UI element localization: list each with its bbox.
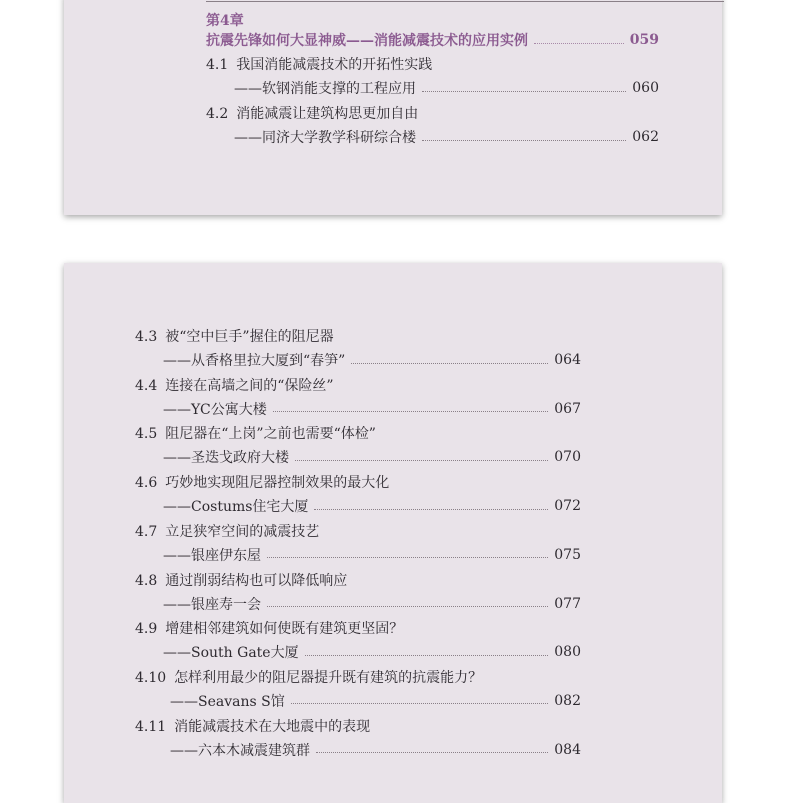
section-subtitle-entry[interactable]: [163, 642, 581, 662]
page-number: 070: [554, 449, 581, 466]
section-number: 4.8: [135, 572, 158, 589]
section-title: 立足狭窄空间的减震技艺: [165, 523, 320, 540]
section-heading[interactable]: [135, 667, 482, 687]
section-subtitle-entry[interactable]: [163, 545, 581, 565]
section-title: 连接在高墙之间的“保险丝”: [165, 377, 334, 394]
section-number: 4.10: [135, 669, 167, 686]
section-number: 4.4: [135, 377, 158, 394]
dot-leader: [267, 557, 548, 558]
section-subtitle: ——六本木减震建筑群: [170, 742, 310, 759]
dot-leader: [305, 655, 549, 656]
section-title: 通过削弱结构也可以降低响应: [165, 572, 348, 589]
page-number: 075: [554, 546, 581, 563]
section-subtitle: ——同济大学教学科研综合楼: [234, 130, 416, 146]
section-heading[interactable]: [206, 103, 418, 123]
section-heading[interactable]: [135, 716, 370, 736]
section-number: 4.6: [135, 475, 158, 492]
page-number: 072: [554, 498, 581, 515]
dot-leader: [295, 460, 548, 461]
section-number: 4.1: [206, 57, 229, 73]
section-subtitle-entry[interactable]: [163, 594, 581, 614]
dot-leader: [267, 606, 548, 607]
section-subtitle: ——银座伊东屋: [163, 547, 261, 564]
section-subtitle: ——Seavans S馆: [170, 693, 285, 710]
section-heading[interactable]: [135, 326, 334, 346]
dot-leader: [422, 140, 626, 141]
dot-leader: [534, 43, 624, 44]
section-title: 消能减震技术在大地震中的表现: [174, 718, 371, 735]
section-number: 4.11: [135, 718, 167, 735]
page-number: 084: [554, 741, 581, 758]
section-heading[interactable]: [135, 521, 319, 541]
toc-page-bottom: [64, 263, 722, 803]
divider-rule: [206, 1, 724, 2]
section-heading[interactable]: [135, 472, 389, 492]
section-heading[interactable]: [206, 54, 432, 74]
section-title: 阻尼器在“上岗”之前也需要“体检”: [165, 426, 376, 443]
section-subtitle: ——圣迭戈政府大楼: [163, 450, 289, 467]
section-title: 巧妙地实现阻尼器控制效果的最大化: [165, 475, 390, 492]
section-number: 4.9: [135, 621, 158, 638]
dot-leader: [314, 509, 548, 510]
page-number: 077: [554, 595, 581, 612]
dot-leader: [422, 91, 626, 92]
page-number: 060: [632, 80, 659, 96]
section-subtitle-entry[interactable]: [163, 350, 581, 370]
section-number: 4.3: [135, 329, 158, 345]
page-number: 067: [554, 400, 581, 417]
chapter-title: 抗震先锋如何大显神威——消能减震技术的应用实例: [206, 33, 528, 49]
section-title: 增建相邻建筑如何使既有建筑更坚固？: [165, 621, 404, 638]
section-number: 4.7: [135, 523, 158, 540]
section-subtitle: ——从香格里拉大厦到“春笋”: [163, 353, 346, 369]
page-number: 082: [554, 692, 581, 709]
section-title: 被“空中巨手”握住的阻尼器: [165, 329, 334, 345]
section-title: 我国消能减震技术的开拓性实践: [236, 57, 433, 73]
section-subtitle: ——Costums住宅大厦: [163, 499, 309, 516]
section-title: 消能减震让建筑构思更加自由: [236, 106, 419, 122]
section-heading[interactable]: [135, 570, 347, 590]
section-subtitle-entry[interactable]: [170, 691, 581, 711]
dot-leader: [316, 752, 548, 753]
section-number: 4.5: [135, 426, 158, 443]
section-subtitle-entry[interactable]: [163, 447, 581, 467]
chapter-label: 第4章: [206, 13, 244, 29]
section-subtitle-entry[interactable]: [170, 740, 581, 760]
section-heading[interactable]: [135, 618, 403, 638]
section-title: 怎样利用最少的阻尼器提升既有建筑的抗震能力？: [174, 669, 483, 686]
section-subtitle: ——银座寿一会: [163, 596, 261, 613]
section-subtitle: ——软钢消能支撑的工程应用: [234, 81, 416, 97]
section-number: 4.2: [206, 106, 229, 122]
section-subtitle-entry[interactable]: [163, 496, 581, 516]
dot-leader: [273, 411, 549, 412]
chapter-page: 059: [629, 32, 659, 48]
chapter-title-entry[interactable]: [206, 30, 659, 50]
section-subtitle: ——YC公寓大楼: [163, 401, 267, 418]
section-subtitle-entry[interactable]: [163, 399, 581, 419]
dot-leader: [291, 703, 549, 704]
dot-leader: [351, 363, 548, 364]
page-number: 064: [554, 352, 581, 368]
page-number: 080: [554, 644, 581, 661]
section-subtitle: ——South Gate大厦: [163, 645, 299, 662]
section-subtitle-entry[interactable]: [234, 78, 659, 98]
toc-page-top: [64, 0, 722, 215]
section-heading[interactable]: [135, 423, 376, 443]
section-heading[interactable]: [135, 375, 334, 395]
page-number: 062: [632, 129, 659, 145]
section-subtitle-entry[interactable]: [234, 127, 659, 147]
